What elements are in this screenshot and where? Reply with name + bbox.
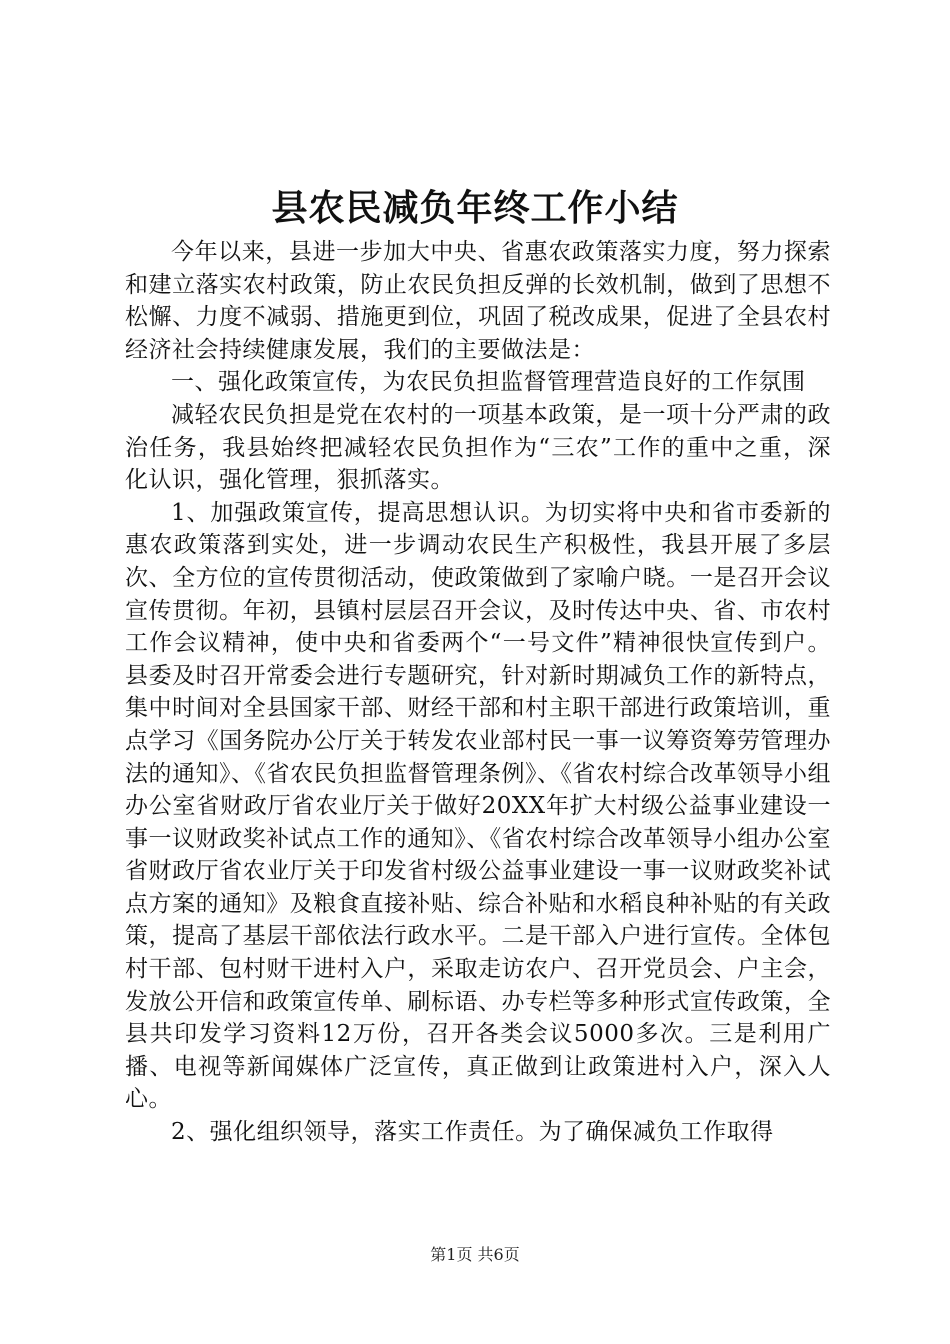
page-footer <box>0 1244 950 1266</box>
paragraph-intro: 今年以来，县进一步加大中央、省惠农政策落实力度，努力探索和建立落实农村政策，防止农民负担反弹的长效机制，做到了思想不松懈、力度不减弱、措施更到位，巩固了税改成果，促进了全县农村经济社会持续健康发展，我们的主要做法是： <box>125 239 831 363</box>
document-body <box>125 236 831 1149</box>
paragraph-section-heading: 一、强化政策宣传，为农民负担监督管理营造良好的工作氛围 <box>171 369 806 396</box>
document-title: 县农民减负年终工作小结 <box>271 187 679 229</box>
paragraph-item-1: 1、加强政策宣传，提高思想认识。为切实将中央和省市委新的惠农政策落到实处，进一步调动农民生产积极性，我县开展了多层次、全方位的宣传贯彻活动，使政策做到了家喻户晓。一是召开会议宣传贯彻。年初，县镇村层层召开会议，及时传达中央、省、市农村工作会议精神，使中央和省委两个“一号文件”精神很快宣传到户。县委及时召开常委会进行专题研究，针对新时期减负工作的新特点，集中时间对全县国家干部、财经干部和村主职干部进行政策培训，重点学习《国务院办公厅关于转发农业部村民一事一议筹资筹劳管理办法的通知》、《省农民负担监督管理条例》、《省农村综合改革领导小组办公室省财政厅省农业厅关于做好20XX年扩大村级公益事业建设一事一议财政奖补试点工作的通知》、《省农村综合改革领导小组办公室省财政厅省农业厅关于印发省村级公益事业建设一事一议财政奖补试点方案的通知》及粮食直接补贴、综合补贴和水稻良种补贴的有关政策，提高了基层干部依法行政水平。二是干部入户进行宣传。全体包村干部、包村财干进村入户，采取走访农户、召开党员会、户主会，发放公开信和政策宣传单、刷标语、办专栏等多种形式宣传政策，全县共印发学习资料12万份，召开各类会议5000多次。三是利用广播、电视等新闻媒体广泛宣传，真正做到让政策进村入户，深入人心。 <box>125 499 831 1113</box>
page-number: 第1页 共6页 <box>430 1245 520 1264</box>
paragraph-section-summary: 减轻农民负担是党在农村的一项基本政策，是一项十分严肃的政治任务，我县始终把减轻农民负担作为“三农”工作的重中之重，深化认识，强化管理，狠抓落实。 <box>125 401 831 494</box>
paragraph-item-2: 2、强化组织领导，落实工作责任。为了确保减负工作取得 <box>171 1119 774 1146</box>
